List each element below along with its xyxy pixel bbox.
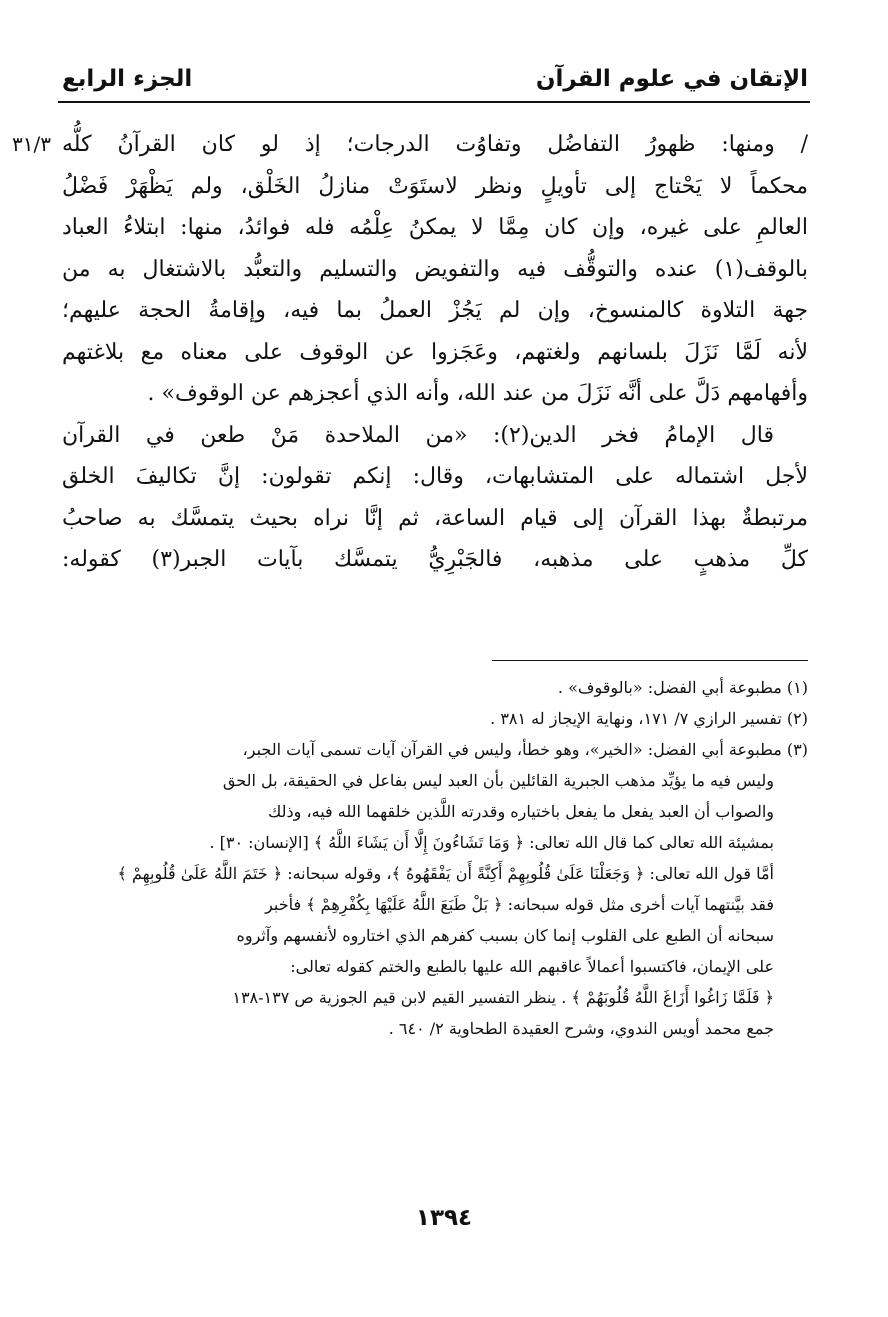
- text-line: لأجل اشتماله على المتشابهات، وقال: إنكم تقولون: إنَّ تكاليفَ الخلق: [62, 464, 808, 489]
- footnote-divider: [492, 660, 808, 661]
- text-line: محكماً لا يَحْتاج إلى تأويلٍ ونظر لاستَوَتْ منازلُ الخَلْق، ولم يَظْهَرْ فَضْلُ: [62, 173, 808, 199]
- header-divider: [58, 101, 810, 103]
- footnote-3-line: جمع محمد أويس الندوي، وشرح العقيدة الطحاوية ٢/ ٦٤٠ .: [388, 1019, 774, 1038]
- paragraph-1: [62, 124, 808, 415]
- footnote-3: (٣) مطبوعة أبي الفضل: «الخير»، وهو خطأ، وليس في القرآن آيات تسمى آيات الجبر،: [242, 740, 808, 759]
- footnote-3-line: أمَّا قول الله تعالى: ﴿ وَجَعَلْنَا عَلَىٰ قُلُوبِهِمْ أَكِنَّةً أَن يَفْقَهُوهُ ﴾، وقوله سبحانه: ﴿ خَتَمَ اللَّهُ عَلَىٰ قُلُوبِهِمْ ﴾: [117, 864, 774, 883]
- footnote-3-line: والصواب أن العبد يفعل ما يفعل باختياره وقدرته اللَّذين خلقهما الله فيه، وذلك: [268, 802, 774, 821]
- footnote-3-line: سبحانه أن الطبع على القلوب إنما كان بسبب كفرهم الذي اختاروه لأنفسهم وآثروه: [236, 926, 774, 945]
- text-line: بالوقف(١) عنده والتوقُّف فيه والتفويض والتسليم والتعبُّد بالاشتغال به من: [62, 256, 808, 282]
- text-line: العالمِ على غيره، وإن كان مِمَّا لا يمكنُ عِلْمُه فله فوائدُ، منها: ابتلاءُ العباد: [62, 215, 808, 240]
- text-line: وأفهامهم دَلَّ على أنَّه نَزَلَ من عند الله، وأنه الذي أعجزهم عن الوقوف» .: [147, 381, 808, 406]
- paragraph-2: [62, 415, 808, 581]
- footnote-3-line: بمشيئة الله تعالى كما قال الله تعالى: ﴿ وَمَا تَشَاءُونَ إِلَّا أَن يَشَاءَ اللَّهُ ﴾ [الإنسان: ٣٠] .: [209, 833, 774, 852]
- footnote-3-line: على الإيمان، فاكتسبوا أعمالاً عاقبهم الله عليها بالطبع والختم كقوله تعالى:: [290, 957, 774, 976]
- running-header: [62, 52, 808, 92]
- main-text: [62, 124, 808, 581]
- margin-reference: ٣١/٣: [12, 132, 51, 156]
- text-line: كلِّ مذهبٍ على مذهبه، فالجَبْرِيُّ يتمسَّك بآيات الجبر(٣) كقوله:: [62, 547, 808, 572]
- footnote-3-line: وليس فيه ما يؤيِّد مذهب الجبرية القائلين بأن العبد ليس بفاعل في الحقيقة، بل الحق: [222, 771, 774, 790]
- text-line: / ومنها: ظهورُ التفاضُل وتفاوُت الدرجات؛ إذ لو كان القرآنُ كلُّه: [62, 132, 808, 157]
- footnote-2: (٢) تفسير الرازي ٧/ ١٧١، ونهاية الإيجاز له ٣٨١ .: [490, 709, 808, 728]
- book-title: الإتقان في علوم القرآن: [535, 66, 808, 92]
- page-number: ١٣٩٤: [415, 1205, 473, 1231]
- footnote-3-line: ﴿ فَلَمَّا زَاغُوا أَزَاغَ اللَّهُ قُلُوبَهُمْ ﴾ . ينظر التفسير القيم لابن قيم الجوزية ص ١٣٧-١٣٨: [232, 988, 774, 1007]
- volume-label: الجزء الرابع: [62, 66, 193, 92]
- footnote-3-line: فقد بيَّنتهما آيات أخرى مثل قوله سبحانه: ﴿ بَلْ طَبَعَ اللَّهُ عَلَيْهَا بِكُفْرِهِمْ ﴾ فأخبر: [265, 895, 774, 914]
- footnote-1: (١) مطبوعة أبي الفضل: «بالوقوف» .: [557, 678, 808, 697]
- footnotes: [62, 672, 808, 1044]
- text-line: لأنه لَمَّا نَزَلَ بلسانهم ولغتهم، وعَجَزوا عن الوقوف على معناه مع بلاغتهم: [62, 339, 808, 365]
- text-line: مرتبطةٌ بهذا القرآن إلى قيام الساعة، ثم إنَّا نراه بحيث يتمسَّك به صاحبُ: [62, 505, 808, 531]
- text-line: جهة التلاوة كالمنسوخ، وإن لم يَجُزْ العملُ بما فيه، وإقامةُ الحجة عليهم؛: [62, 298, 808, 323]
- text-line: قال الإمامُ فخر الدين(٢): «من الملاحدة مَنْ طعن في القرآن: [62, 422, 775, 448]
